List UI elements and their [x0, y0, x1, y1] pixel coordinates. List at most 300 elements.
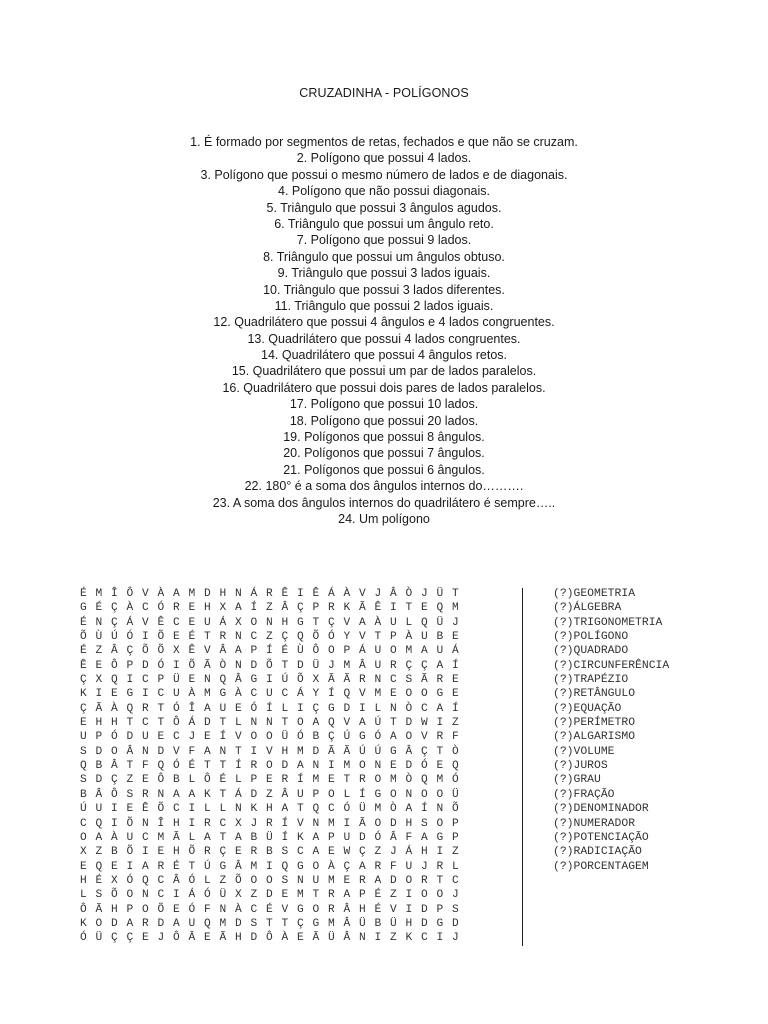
word-item: (?)NUMERADOR — [553, 817, 636, 830]
grid-letter: D — [343, 702, 351, 715]
grid-letter: O — [421, 889, 428, 902]
grid-letter: Á — [188, 717, 196, 730]
grid-letter: O — [80, 831, 87, 844]
grid-letter: E — [452, 688, 459, 701]
grid-letter: C — [173, 616, 180, 629]
grid-letter: Ü — [359, 803, 366, 816]
grid-letter: Ó — [111, 731, 118, 744]
grid-letter: Î — [157, 817, 165, 830]
grid-letter: A — [405, 803, 413, 816]
grid-letter: E — [281, 889, 289, 902]
grid-letter: L — [188, 774, 196, 787]
grid-letter: N — [235, 803, 242, 816]
grid-letter: N — [390, 702, 397, 715]
grid-letter: K — [204, 788, 211, 801]
grid-letter: I — [343, 817, 351, 830]
grid-letter: N — [95, 616, 103, 629]
grid-letter: Ê — [374, 602, 382, 615]
grid-letter: L — [374, 702, 382, 715]
grid-letter: À — [188, 688, 196, 701]
grid-letter: E — [111, 860, 118, 873]
grid-letter: Ó — [328, 631, 335, 644]
grid-letter: Ó — [452, 774, 459, 787]
grid-letter: C — [157, 688, 165, 701]
grid-letter: P — [95, 731, 103, 744]
grid-letter: N — [359, 932, 366, 945]
grid-letter: D — [452, 917, 459, 930]
grid-divider — [522, 588, 523, 946]
clue-item: 6. Triângulo que possui um ângulo reto. — [274, 216, 494, 231]
grid-letter: V — [359, 688, 366, 701]
grid-letter: A — [312, 831, 320, 844]
grid-row — [80, 931, 468, 945]
grid-letter: O — [405, 688, 413, 701]
grid-letter: I — [126, 860, 134, 873]
word-item: (?)JUROS — [553, 760, 608, 773]
grid-letter: D — [157, 745, 165, 758]
grid-letter: P — [250, 774, 258, 787]
grid-letter: H — [95, 717, 103, 730]
grid-letter: Ç — [219, 846, 227, 859]
clue-item: 22. 180° é a soma dos ângulos internos do………. — [244, 479, 524, 494]
grid-letter: I — [390, 602, 397, 615]
grid-letter: O — [142, 903, 149, 916]
grid-letter: K — [250, 803, 258, 816]
grid-letter: Í — [359, 788, 366, 801]
grid-letter: A — [235, 645, 242, 658]
grid-letter: V — [343, 616, 351, 629]
grid-letter: J — [374, 588, 382, 600]
grid-letter: Ç — [343, 860, 351, 873]
grid-letter: Í — [266, 645, 273, 658]
grid-letter: I — [374, 932, 382, 945]
grid-letter: A — [359, 860, 366, 873]
grid-letter: P — [157, 674, 165, 687]
grid-letter: À — [157, 588, 165, 600]
grid-letter: Q — [95, 817, 103, 830]
grid-letter: Q — [452, 760, 459, 773]
grid-letter: H — [173, 846, 180, 859]
grid-letter: Ù — [95, 631, 103, 644]
grid-letter: À — [235, 688, 242, 701]
grid-letter: M — [204, 688, 211, 701]
grid-letter: N — [266, 616, 273, 629]
grid-row — [80, 716, 468, 730]
grid-letter: Õ — [297, 674, 304, 687]
grid-letter: J — [188, 731, 196, 744]
grid-letter: E — [235, 846, 242, 859]
grid-letter: N — [142, 817, 149, 830]
grid-letter: Ü — [452, 788, 459, 801]
grid-letter: À — [126, 602, 134, 615]
word-item: (?)GEOMETRIA — [553, 588, 636, 600]
grid-letter: H — [359, 903, 366, 916]
grid-letter: Â — [126, 745, 134, 758]
grid-letter: Z — [95, 846, 103, 859]
grid-letter: Ò — [405, 588, 413, 600]
grid-letter: G — [219, 860, 227, 873]
grid-letter: À — [111, 831, 118, 844]
grid-letter: Á — [405, 846, 413, 859]
grid-letter: J — [421, 860, 428, 873]
grid-letter: Ü — [219, 889, 227, 902]
grid-letter: C — [328, 803, 335, 816]
grid-letter: O — [111, 745, 118, 758]
grid-row — [80, 874, 468, 888]
grid-letter: Z — [266, 788, 273, 801]
grid-letter: T — [390, 717, 397, 730]
grid-letter: M — [374, 803, 382, 816]
grid-letter: Õ — [126, 817, 134, 830]
grid-letter: I — [126, 674, 134, 687]
grid-letter: H — [421, 846, 428, 859]
clue-item: 10. Triângulo que possui 3 lados diferentes. — [263, 282, 505, 297]
grid-letter: Õ — [126, 846, 134, 859]
grid-letter: E — [188, 616, 196, 629]
grid-letter: O — [328, 645, 335, 658]
grid-letter: S — [80, 774, 87, 787]
grid-letter: T — [436, 874, 444, 887]
grid-letter: Á — [452, 645, 459, 658]
grid-letter: J — [452, 889, 459, 902]
grid-letter: I — [111, 817, 118, 830]
grid-letter: A — [359, 616, 366, 629]
grid-letter: Ç — [421, 745, 428, 758]
grid-letter: Ó — [173, 760, 180, 773]
grid-letter: Õ — [157, 803, 165, 816]
clue-item: 12. Quadrilátero que possui 4 ângulos e 4 lados congruentes. — [213, 315, 555, 330]
grid-letter: D — [405, 717, 413, 730]
grid-letter: G — [390, 745, 397, 758]
grid-letter: R — [250, 846, 258, 859]
grid-letter: X — [111, 874, 118, 887]
grid-letter: A — [312, 717, 320, 730]
grid-letter: J — [452, 932, 459, 945]
grid-letter: L — [204, 874, 211, 887]
grid-letter: G — [126, 688, 134, 701]
grid-letter: D — [312, 745, 320, 758]
grid-letter: Ã — [312, 932, 320, 945]
grid-letter: Í — [250, 602, 258, 615]
grid-letter: Ã — [328, 745, 335, 758]
grid-letter: Ô — [312, 645, 320, 658]
grid-row — [80, 630, 468, 644]
grid-letter: D — [390, 874, 397, 887]
grid-letter: Q — [219, 674, 227, 687]
grid-letter: Ò — [405, 702, 413, 715]
grid-letter: Q — [343, 688, 351, 701]
grid-letter: D — [111, 917, 118, 930]
grid-letter: V — [359, 631, 366, 644]
grid-letter: M — [157, 831, 165, 844]
grid-letter: A — [142, 860, 149, 873]
grid-letter: E — [157, 846, 165, 859]
grid-letter: Z — [374, 846, 382, 859]
grid-letter: S — [126, 788, 134, 801]
grid-letter: G — [374, 788, 382, 801]
grid-letter: C — [142, 831, 149, 844]
grid-letter: O — [328, 788, 335, 801]
grid-letter: I — [266, 674, 273, 687]
grid-letter: I — [188, 803, 196, 816]
grid-letter: I — [250, 745, 258, 758]
grid-letter: E — [452, 631, 459, 644]
grid-row — [80, 845, 468, 859]
word-item: (?)TRIGONOMETRIA — [553, 616, 663, 629]
grid-letter: W — [421, 717, 428, 730]
grid-letter: A — [126, 917, 134, 930]
grid-letter: À — [343, 588, 351, 600]
word-item: (?)PERÍMETRO — [553, 717, 636, 730]
grid-letter: P — [250, 645, 258, 658]
grid-letter: Ò — [219, 659, 227, 672]
grid-letter: Ô — [126, 588, 134, 600]
grid-letter: M — [452, 602, 459, 615]
grid-letter: E — [188, 602, 196, 615]
grid-letter: Ê — [142, 803, 149, 816]
grid-letter: M — [297, 889, 304, 902]
grid-letter: Â — [95, 788, 103, 801]
grid-letter: Ç — [126, 932, 134, 945]
grid-letter: U — [126, 831, 134, 844]
grid-letter: O — [250, 874, 258, 887]
grid-letter: P — [343, 645, 351, 658]
grid-letter: Ç — [405, 659, 413, 672]
grid-letter: I — [266, 860, 273, 873]
grid-letter: C — [142, 602, 149, 615]
grid-letter: Ô — [111, 788, 118, 801]
grid-letter: Q — [111, 674, 118, 687]
grid-letter: B — [436, 631, 444, 644]
grid-letter: C — [281, 688, 289, 701]
grid-letter: G — [312, 917, 320, 930]
grid-letter: L — [452, 860, 459, 873]
grid-letter: L — [219, 803, 227, 816]
grid-letter: Y — [343, 631, 351, 644]
grid-letter: I — [436, 932, 444, 945]
grid-letter: S — [405, 674, 413, 687]
grid-letter: N — [405, 788, 413, 801]
grid-letter: L — [235, 774, 242, 787]
grid-letter: U — [188, 917, 196, 930]
grid-letter: J — [390, 846, 397, 859]
page-title: CRUZADINHA - POLÍGONOS — [299, 86, 469, 100]
grid-letter: F — [390, 860, 397, 873]
grid-letter: X — [80, 846, 87, 859]
grid-letter: N — [235, 588, 242, 600]
grid-letter: D — [142, 659, 149, 672]
grid-letter: P — [359, 889, 366, 902]
grid-letter: F — [452, 731, 459, 744]
grid-row — [80, 860, 468, 874]
grid-letter: T — [281, 659, 289, 672]
grid-letter: N — [297, 874, 304, 887]
grid-letter: T — [126, 717, 134, 730]
grid-letter: Í — [219, 731, 227, 744]
grid-letter: Ê — [281, 588, 289, 600]
grid-letter: À — [235, 903, 242, 916]
grid-letter: Z — [390, 889, 397, 902]
grid-letter: O — [266, 760, 273, 773]
grid-letter: M — [343, 760, 351, 773]
grid-letter: Ú — [204, 860, 211, 873]
grid-letter: T — [405, 602, 413, 615]
grid-letter: V — [343, 717, 351, 730]
grid-letter: A — [95, 831, 103, 844]
grid-letter: Ü — [436, 616, 444, 629]
grid-letter: E — [142, 774, 149, 787]
grid-letter: O — [312, 860, 320, 873]
grid-letter: A — [297, 760, 304, 773]
grid-letter: Ã — [204, 659, 211, 672]
grid-letter: N — [266, 717, 273, 730]
grid-letter: Ã — [359, 602, 366, 615]
grid-letter: B — [312, 731, 320, 744]
grid-letter: Ó — [421, 760, 428, 773]
grid-letter: Â — [173, 874, 180, 887]
grid-letter: Ç — [328, 616, 335, 629]
grid-letter: U — [95, 803, 103, 816]
grid-letter: V — [235, 731, 242, 744]
grid-letter: R — [266, 817, 273, 830]
grid-letter: E — [297, 932, 304, 945]
grid-row — [80, 917, 468, 931]
grid-letter: Ó — [80, 932, 87, 945]
grid-letter: A — [359, 717, 366, 730]
grid-letter: F — [405, 831, 413, 844]
grid-letter: T — [374, 631, 382, 644]
grid-letter: T — [266, 917, 273, 930]
grid-letter: Õ — [80, 631, 87, 644]
grid-letter: Â — [359, 659, 366, 672]
grid-letter: P — [436, 903, 444, 916]
grid-letter: R — [436, 731, 444, 744]
grid-letter: Í — [235, 760, 242, 773]
grid-letter: T — [436, 745, 444, 758]
grid-letter: M — [312, 774, 320, 787]
grid-letter: É — [95, 602, 103, 615]
grid-letter: U — [374, 659, 382, 672]
clue-item: 24. Um polígono — [338, 511, 430, 526]
grid-letter: Õ — [235, 874, 242, 887]
grid-letter: Q — [142, 874, 149, 887]
grid-letter: D — [250, 659, 258, 672]
grid-letter: Ã — [173, 831, 180, 844]
clue-item: 4. Polígono que não possui diagonais. — [278, 184, 490, 199]
grid-letter: Á — [188, 889, 196, 902]
grid-letter: Ú — [359, 745, 366, 758]
grid-letter: E — [390, 760, 397, 773]
grid-letter: R — [374, 860, 382, 873]
grid-letter: O — [266, 731, 273, 744]
grid-letter: Ü — [436, 588, 444, 600]
grid-letter: Ú — [111, 631, 118, 644]
grid-letter: Ç — [297, 602, 304, 615]
grid-letter: N — [374, 760, 382, 773]
grid-letter: R — [204, 817, 211, 830]
grid-letter: C — [157, 874, 165, 887]
grid-letter: O — [95, 917, 103, 930]
grid-letter: E — [173, 903, 180, 916]
grid-letter: O — [297, 717, 304, 730]
grid-letter: R — [142, 788, 149, 801]
grid-letter: Ú — [343, 731, 351, 744]
grid-letter: Z — [126, 774, 134, 787]
grid-letter: Õ — [157, 631, 165, 644]
grid-letter: U — [266, 688, 273, 701]
grid-letter: P — [126, 903, 134, 916]
grid-row — [80, 802, 468, 816]
grid-letter: Ô — [173, 717, 180, 730]
grid-letter: R — [142, 917, 149, 930]
grid-letter: À — [405, 631, 413, 644]
grid-letter: M — [328, 917, 335, 930]
grid-letter: Ò — [390, 803, 397, 816]
grid-letter: R — [328, 903, 335, 916]
grid-letter: D — [126, 731, 134, 744]
grid-letter: Â — [111, 645, 118, 658]
grid-letter: R — [436, 860, 444, 873]
grid-letter: D — [266, 889, 273, 902]
grid-letter: É — [173, 860, 180, 873]
grid-letter: I — [142, 688, 149, 701]
grid-letter: Õ — [312, 631, 320, 644]
grid-letter: M — [374, 688, 382, 701]
grid-letter: U — [390, 616, 397, 629]
grid-letter: L — [188, 831, 196, 844]
grid-letter: I — [111, 803, 118, 816]
grid-letter: M — [343, 659, 351, 672]
grid-letter: K — [297, 831, 304, 844]
grid-letter: Õ — [157, 645, 165, 658]
grid-letter: Ù — [297, 645, 304, 658]
grid-letter: Ú — [374, 717, 382, 730]
grid-letter: G — [436, 688, 444, 701]
grid-letter: T — [297, 803, 304, 816]
grid-letter: O — [421, 688, 428, 701]
grid-letter: X — [235, 889, 242, 902]
grid-row — [80, 687, 468, 701]
grid-letter: N — [219, 903, 227, 916]
grid-letter: E — [390, 688, 397, 701]
grid-letter: A — [390, 731, 397, 744]
word-item: (?)PORCENTAGEM — [553, 860, 649, 873]
grid-letter: G — [359, 731, 366, 744]
clue-item: 7. Polígono que possui 9 lados. — [296, 233, 472, 248]
grid-letter: X — [173, 645, 180, 658]
grid-letter: G — [436, 917, 444, 930]
grid-letter: B — [374, 917, 382, 930]
grid-letter: K — [80, 688, 87, 701]
clue-list — [0, 134, 768, 527]
grid-letter: C — [142, 717, 149, 730]
grid-letter: E — [157, 731, 165, 744]
grid-letter: Î — [111, 588, 118, 600]
grid-letter: T — [219, 760, 227, 773]
grid-letter: S — [281, 846, 289, 859]
grid-letter: S — [281, 874, 289, 887]
grid-letter: Ô — [157, 774, 165, 787]
grid-letter: Q — [312, 803, 320, 816]
grid-letter: D — [390, 817, 397, 830]
grid-letter: I — [328, 760, 335, 773]
grid-letter: C — [250, 631, 258, 644]
grid-letter: I — [359, 702, 366, 715]
grid-letter: A — [188, 788, 196, 801]
grid-letter: Ó — [173, 702, 180, 715]
grid-letter: V — [142, 616, 149, 629]
grid-letter: M — [328, 817, 335, 830]
